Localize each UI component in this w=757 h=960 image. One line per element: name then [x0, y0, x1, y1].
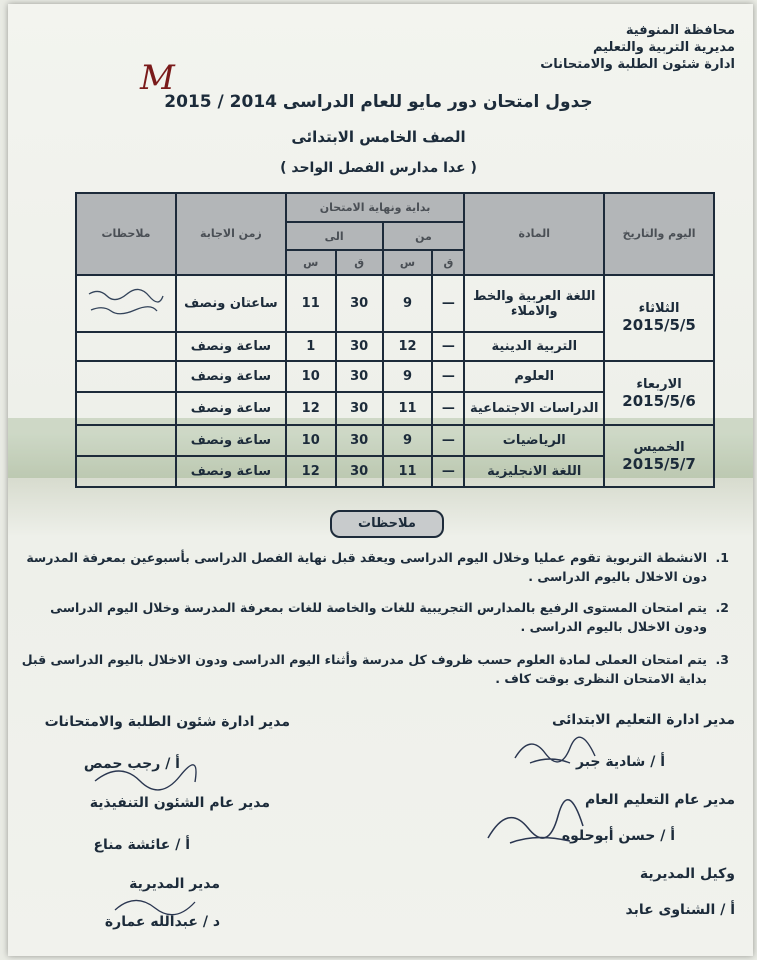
- to-minutes-cell: 30: [336, 392, 383, 425]
- day-date-cell: [604, 425, 714, 487]
- header-to-hours: س: [286, 250, 336, 274]
- header-from: من: [383, 222, 465, 251]
- note-number: 2.: [715, 600, 729, 615]
- table-row: [76, 275, 714, 332]
- duration-cell: ساعة ونصف: [176, 425, 286, 456]
- day-date-cell: [604, 275, 714, 361]
- date-label: 2015/5/5: [622, 316, 696, 335]
- signature-name: أ / الشناوى عابد: [625, 902, 735, 918]
- to-minutes-cell: 30: [336, 456, 383, 487]
- notes-cell: [76, 392, 176, 425]
- to-minutes-cell: 30: [336, 425, 383, 456]
- header-to: الى: [286, 222, 383, 251]
- signature-title: مدير عام الشئون التنفيذية: [89, 795, 270, 811]
- header-from-hours: س: [383, 250, 433, 274]
- exam-schedule-table: [75, 192, 715, 488]
- subject-cell: التربية الدينية: [464, 332, 604, 361]
- governorate-line: محافظة المنوفية: [625, 23, 735, 38]
- duration-cell: ساعة ونصف: [176, 361, 286, 392]
- header-day-date: اليوم والتاريخ: [604, 193, 714, 275]
- note-text: يتم امتحان العملى لمادة العلوم حسب ظروف كل مدرسة وأثناء اليوم الدراسى ودون الاخلال باليوم الدراسى قبل: [21, 652, 707, 667]
- schedule-title: جدول امتحان دور مايو للعام الدراسى 2014 / 2015: [164, 92, 593, 112]
- day-date-cell: [604, 361, 714, 425]
- from-hours-cell: 9: [383, 275, 433, 332]
- header-to-minutes: ق: [336, 250, 383, 274]
- notes-cell: [76, 425, 176, 456]
- from-minutes-cell: —: [432, 361, 464, 392]
- from-hours-cell: 9: [383, 425, 433, 456]
- from-hours-cell: 11: [383, 456, 433, 487]
- subject-cell: اللغة العربية والخط والاملاء: [464, 275, 604, 332]
- handwritten-signature: [480, 798, 590, 848]
- note-text-continued: ودون الاخلال باليوم الدراسى .: [520, 619, 707, 634]
- to-hours-cell: 12: [286, 392, 336, 425]
- from-minutes-cell: —: [432, 425, 464, 456]
- from-hours-cell: 9: [383, 361, 433, 392]
- table-row: [76, 361, 714, 392]
- directorate-line: مديرية التربية والتعليم: [592, 40, 735, 55]
- handwritten-signature: [90, 756, 200, 792]
- from-hours-cell: 11: [383, 392, 433, 425]
- notes-cell: [76, 332, 176, 361]
- header-start-end: بداية ونهاية الامتحان: [286, 193, 465, 222]
- to-hours-cell: 1: [286, 332, 336, 361]
- note-text: يتم امتحان المستوى الرفيع بالمدارس التجريبية للغات والخاصة للغات بمعرفة المدرسة وخلال اليوم الدراسى: [50, 600, 707, 615]
- date-label: 2015/5/7: [622, 454, 696, 473]
- to-minutes-cell: 30: [336, 361, 383, 392]
- to-hours-cell: 12: [286, 456, 336, 487]
- to-hours-cell: 11: [286, 275, 336, 332]
- signature-title: مدير ادارة شئون الطلبة والامتحانات: [44, 714, 290, 730]
- to-minutes-cell: 30: [336, 332, 383, 361]
- header-from-minutes: ق: [432, 250, 464, 274]
- note-item-3: [22, 650, 729, 688]
- notes-cell: [76, 275, 176, 332]
- date-label: 2015/5/6: [622, 391, 696, 410]
- day-label: الثلاثاء: [638, 301, 680, 317]
- to-hours-cell: 10: [286, 425, 336, 456]
- note-text-continued: دون الاخلال باليوم الدراسى .: [528, 569, 707, 584]
- duration-cell: ساعة ونصف: [176, 332, 286, 361]
- header-notes: ملاحظات: [76, 193, 176, 275]
- note-number: 1.: [715, 550, 729, 565]
- from-minutes-cell: —: [432, 392, 464, 425]
- signature-name: أ / رجب حمص: [83, 756, 180, 772]
- day-label: الخميس: [633, 439, 685, 455]
- handwritten-signature: [510, 728, 600, 768]
- day-label: الاربعاء: [636, 376, 682, 392]
- notes-cell: [76, 456, 176, 487]
- duration-cell: ساعة ونصف: [176, 392, 286, 425]
- subject-cell: اللغة الانجليزية: [464, 456, 604, 487]
- from-minutes-cell: —: [432, 332, 464, 361]
- signature-name: أ / حسن أبوحلوه: [561, 828, 675, 844]
- to-hours-cell: 10: [286, 361, 336, 392]
- exception-note: ( عدا مدارس الفصل الواحد ): [280, 160, 477, 176]
- note-text: الانشطة التربوية تقوم عمليا وخلال اليوم الدراسى ويعقد قبل نهاية الفصل الدراسى بأسبوعين بمعرفة المدرسة: [26, 550, 707, 565]
- from-minutes-cell: —: [432, 456, 464, 487]
- signature-name: أ / عائشة مناع: [93, 837, 190, 853]
- subject-cell: الدراسات الاجتماعية: [464, 392, 604, 425]
- header-subject: المادة: [464, 193, 604, 275]
- signature-name: أ / شادية جبر: [575, 754, 665, 770]
- note-text-continued: بداية الامتحان النظرى بوقت كاف .: [495, 671, 707, 686]
- signature-title: مدير عام التعليم العام: [585, 792, 735, 808]
- from-hours-cell: 12: [383, 332, 433, 361]
- signature-title: مدير ادارة التعليم الابتدائى: [551, 712, 735, 728]
- to-minutes-cell: 30: [336, 275, 383, 332]
- letterhead: [540, 22, 735, 73]
- note-item-2: [50, 598, 729, 636]
- duration-cell: ساعة ونصف: [176, 456, 286, 487]
- note-number: 3.: [715, 652, 729, 667]
- signature-executive-affairs: [30, 795, 270, 853]
- signature-title: وكيل المديرية: [639, 866, 735, 882]
- handwritten-note-scribble: [81, 284, 171, 320]
- header-duration: زمن الاجابة: [176, 193, 286, 275]
- duration-cell: ساعتان ونصف: [176, 275, 286, 332]
- grade-title: الصف الخامس الابتدائى: [291, 128, 466, 146]
- notes-cell: [76, 361, 176, 392]
- subject-cell: العلوم: [464, 361, 604, 392]
- signature-deputy: [535, 866, 735, 918]
- note-item-1: [26, 548, 729, 586]
- subject-cell: الرياضيات: [464, 425, 604, 456]
- signature-name: د / عبدالله عمارة: [104, 914, 220, 930]
- handwritten-mark: M: [140, 58, 175, 98]
- signature-title: مدير المديرية: [129, 876, 220, 892]
- from-minutes-cell: —: [432, 275, 464, 332]
- table-row: [76, 425, 714, 456]
- notes-heading: ملاحظات: [330, 510, 444, 538]
- department-line: ادارة شئون الطلبة والامتحانات: [540, 57, 735, 72]
- handwritten-signature: [110, 890, 200, 920]
